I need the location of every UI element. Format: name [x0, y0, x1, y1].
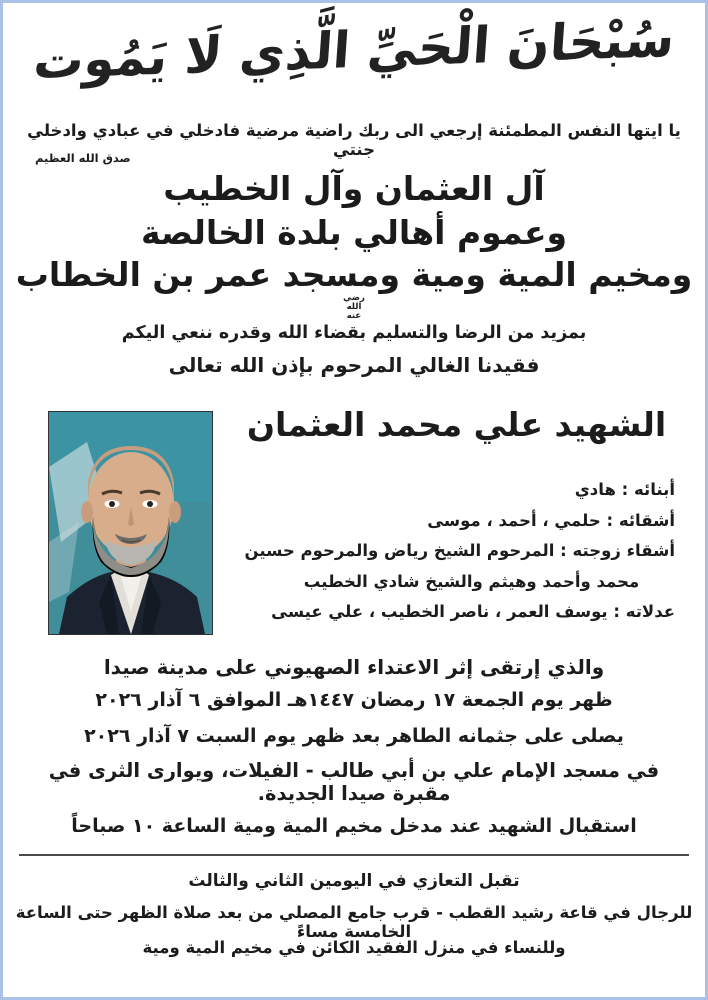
relatives-sons: أبنائه : هادي: [574, 480, 675, 499]
condolences-women: وللنساء في منزل الفقيد الكائن في مخيم المية ومية: [142, 938, 566, 957]
family-line-1: آل العثمان وآل الخطيب: [163, 169, 545, 208]
burial-location: في مسجد الإمام علي بن أبي طالب - الفيلات، ويوارى الثرى في مقبرة صيدا الجديدة.: [48, 759, 660, 805]
relatives-in-laws: عدلاته : يوسف العمر ، ناصر الخطيب ، علي عيسى: [271, 602, 675, 621]
verse-attribution: صدق الله العظيم: [35, 151, 131, 165]
condolences-men: للرجال في قاعة رشيد القطب - قرب جامع المصلي من بعد صلاة الظهر حتى الساعة الخامسة مساءً: [15, 903, 693, 941]
relatives-wife-brothers-1: أشقاء زوجته : المرحوم الشيخ رياض والمرحوم حسين: [244, 541, 675, 560]
death-cause: والذي إرتقى إثر الاعتداء الصهيوني على مدينة صيدا: [103, 655, 605, 679]
announcement-line-1: بمزيد من الرضا والتسليم بقضاء الله وقدره ننعي اليكم: [121, 323, 587, 343]
funeral-prayer: يصلى على جثمانه الطاهر بعد ظهر يوم السبت ٧ آذار ٢٠٢٦: [84, 725, 624, 747]
family-line-2: وعموم أهالي بلدة الخالصة: [140, 213, 568, 252]
reception-info: استقبال الشهيد عند مدخل مخيم المية ومية الساعة ١٠ صباحاً: [71, 815, 637, 837]
deceased-name: الشهيد علي محمد العثمان: [246, 405, 667, 444]
announcement-line-2: فقيدنا الغالي المرحوم بإذن الله تعالى: [168, 353, 540, 377]
quran-verse: يا ايتها النفس المطمئنة إرجعي الى ربك راضية مرضية فادخلي في عبادي وادخلي جنتي: [27, 121, 681, 159]
condolences-days: تقبل التعازي في اليومين الثاني والثالث: [188, 871, 520, 891]
relatives-list: [228, 475, 675, 628]
relatives-wife-brothers-2: محمد وأحمد وهيثم والشيخ شادي الخطيب: [303, 571, 640, 591]
honorific-radi-allahu-anhu: رضي الله عنه: [343, 293, 365, 321]
death-date: ظهر يوم الجمعة ١٧ رمضان ١٤٤٧هـ الموافق ٦ آذار ٢٠٢٦: [95, 689, 613, 711]
calligraphy-header: سُبْحَانَ الْحَيِّ الَّذِي لَا يَمُوت: [31, 9, 677, 91]
portrait-illustration: [49, 412, 212, 634]
relatives-brothers: أشقائه : حلمي ، أحمد ، موسى: [427, 510, 675, 530]
section-divider: [19, 854, 689, 856]
deceased-photo: [48, 411, 213, 635]
family-line-3-text: ومخيم المية ومية ومسجد عمر بن الخطاب: [15, 255, 693, 294]
